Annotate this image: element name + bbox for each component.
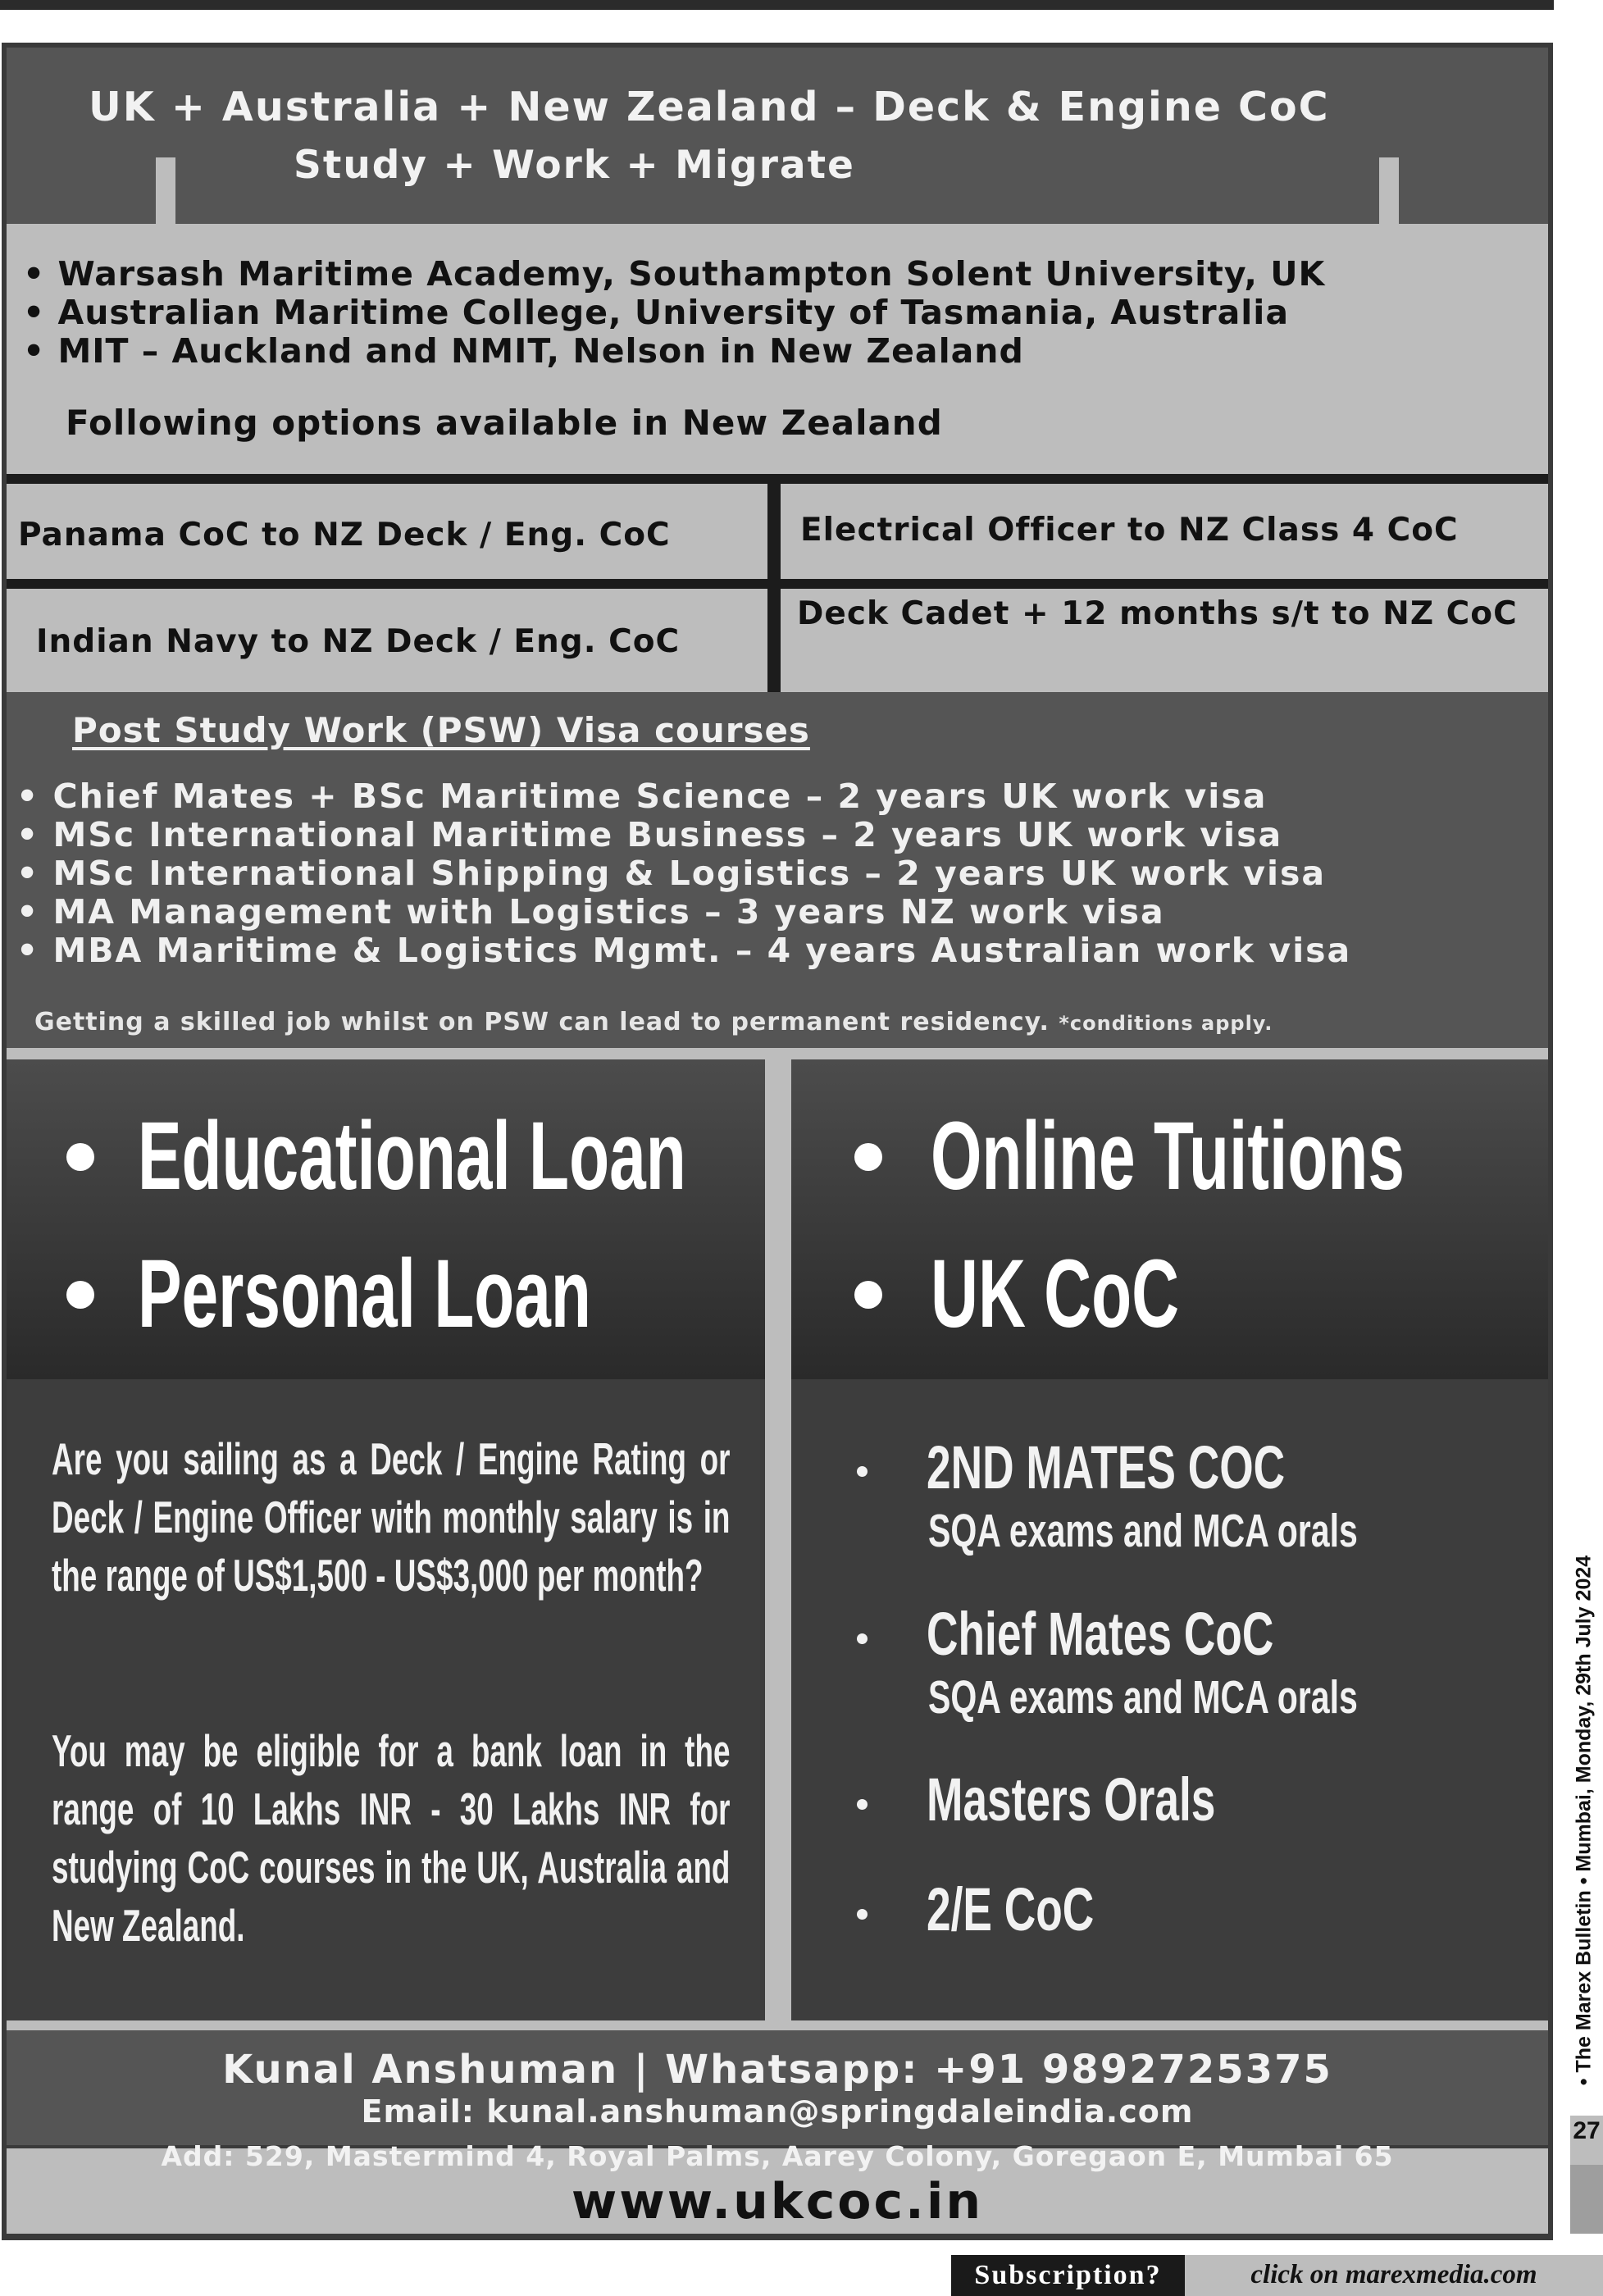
uk-coc-headline: UK CoC: [931, 1240, 1180, 1348]
tuition-item-sub: SQA exams and MCA orals: [928, 1671, 1358, 1724]
bullet-dot: [857, 1633, 868, 1644]
educational-loan-headline: Educational Loan: [138, 1102, 686, 1210]
bullet-dot: [857, 1799, 868, 1810]
nz-options-heading: Following options available in New Zealand: [66, 403, 943, 443]
psw-list: [16, 777, 1351, 970]
personal-loan-headline: Personal Loan: [138, 1240, 591, 1348]
psw-item: • MA Management with Logistics – 3 years NZ work visa: [16, 893, 1351, 932]
bullet-dot: [857, 1909, 868, 1920]
loan-details-panel: [7, 1379, 765, 2020]
tuition-item-title: 2ND MATES COC: [927, 1433, 1286, 1501]
tuition-details-panel: [791, 1379, 1548, 2020]
institutions-list: [23, 255, 1325, 371]
header-post-right: [1379, 157, 1399, 225]
contact-name-phone: Kunal Anshuman | Whatsapp: +91 9892725375: [222, 2047, 1332, 2093]
contact-block: [7, 2030, 1548, 2145]
nz-options-grid: [7, 474, 1548, 692]
page-edge-bar: [1570, 2165, 1603, 2234]
loan-eligibility-question: Are you sailing as a Deck / Engine Rating or Deck / Engine Officer with monthly salary is in the range of US$1,500 - US$3,000 per month?: [52, 1433, 731, 1601]
online-tuitions-headline: Online Tuitions: [931, 1102, 1405, 1210]
page-number-box: [1570, 2116, 1603, 2165]
institutions-block: [7, 224, 1548, 474]
nz-option-cell: [7, 484, 767, 579]
header-title: UK + Australia + New Zealand – Deck & Engine CoC: [89, 84, 1330, 130]
section-divider: [7, 1048, 1548, 1059]
psw-item: • MSc International Maritime Business – 2 years UK work visa: [16, 816, 1351, 854]
institution-item: • MIT – Auckland and NMIT, Nelson in New Zealand: [23, 332, 1325, 371]
header-post-left: [156, 157, 175, 225]
nz-option-label: Deck Cadet + 12 months s/t to NZ CoC: [797, 595, 1518, 632]
bullet-dot: [854, 1281, 882, 1309]
tuition-item-title: Masters Orals: [927, 1765, 1216, 1834]
bullet-dot: [66, 1281, 94, 1309]
header-subtitle: Study + Work + Migrate: [294, 143, 855, 188]
top-rule: [0, 0, 1554, 10]
publication-caption: • The Marex Bulletin • Mumbai, Monday, 29th July 2024: [1572, 1555, 1596, 2086]
subscription-link-box[interactable]: [1185, 2255, 1603, 2296]
nz-option-label: Electrical Officer to NZ Class 4 CoC: [800, 512, 1459, 549]
panel-separator: [765, 1059, 791, 2020]
contact-email[interactable]: Email: kunal.anshuman@springdaleindia.com: [361, 2093, 1194, 2130]
psw-item: • MBA Maritime & Logistics Mgmt. – 4 years Australian work visa: [16, 932, 1351, 970]
psw-item: • Chief Mates + BSc Maritime Science – 2 years UK work visa: [16, 777, 1351, 816]
header-banner: [7, 48, 1548, 224]
psw-item: • MSc International Shipping & Logistics – 2 years UK work visa: [16, 854, 1351, 893]
section-divider: [7, 2020, 1548, 2030]
subscription-label-box: [951, 2255, 1185, 2296]
nz-option-cell: [7, 589, 767, 692]
nz-option-cell: [781, 484, 1548, 579]
tuition-item-title: 2/E CoC: [927, 1875, 1095, 1943]
psw-heading: Post Study Work (PSW) Visa courses: [72, 710, 810, 750]
bullet-dot: [66, 1143, 94, 1171]
website-link[interactable]: www.ukcoc.in: [571, 2173, 984, 2230]
loan-eligibility-answer: You may be eligible for a bank loan in the range of 10 Lakhs INR - 30 Lakhs INR for studying CoC courses in the UK, Australia and New Zealand.: [52, 1725, 731, 1951]
nz-option-label: Panama CoC to NZ Deck / Eng. CoC: [18, 517, 671, 554]
bullet-dot: [857, 1466, 868, 1477]
tuition-item-sub: SQA exams and MCA orals: [928, 1505, 1358, 1557]
institution-item: • Australian Maritime College, University of Tasmania, Australia: [23, 294, 1325, 332]
psw-note: [34, 1008, 1273, 1036]
psw-note-conditions: *conditions apply.: [1059, 1012, 1273, 1035]
nz-option-label: Indian Navy to NZ Deck / Eng. CoC: [36, 623, 681, 660]
bullet-dot: [854, 1143, 882, 1171]
psw-block: [7, 692, 1548, 1048]
nz-option-cell: [781, 589, 1548, 692]
psw-note-text: Getting a skilled job whilst on PSW can lead to permanent residency.: [34, 1008, 1050, 1036]
tuition-item-title: Chief Mates CoC: [927, 1600, 1274, 1668]
contact-address: Add: 529, Mastermind 4, Royal Palms, Aarey Colony, Goregaon E, Mumbai 65: [161, 2140, 1394, 2172]
page-number: 27: [1573, 2117, 1601, 2144]
subscription-link[interactable]: click on marexmedia.com: [1250, 2260, 1537, 2289]
tuition-headline-panel: [791, 1059, 1548, 1379]
institution-item: • Warsash Maritime Academy, Southampton Solent University, UK: [23, 255, 1325, 294]
loan-headline-panel: [7, 1059, 765, 1379]
subscription-label: Subscription?: [974, 2260, 1162, 2290]
